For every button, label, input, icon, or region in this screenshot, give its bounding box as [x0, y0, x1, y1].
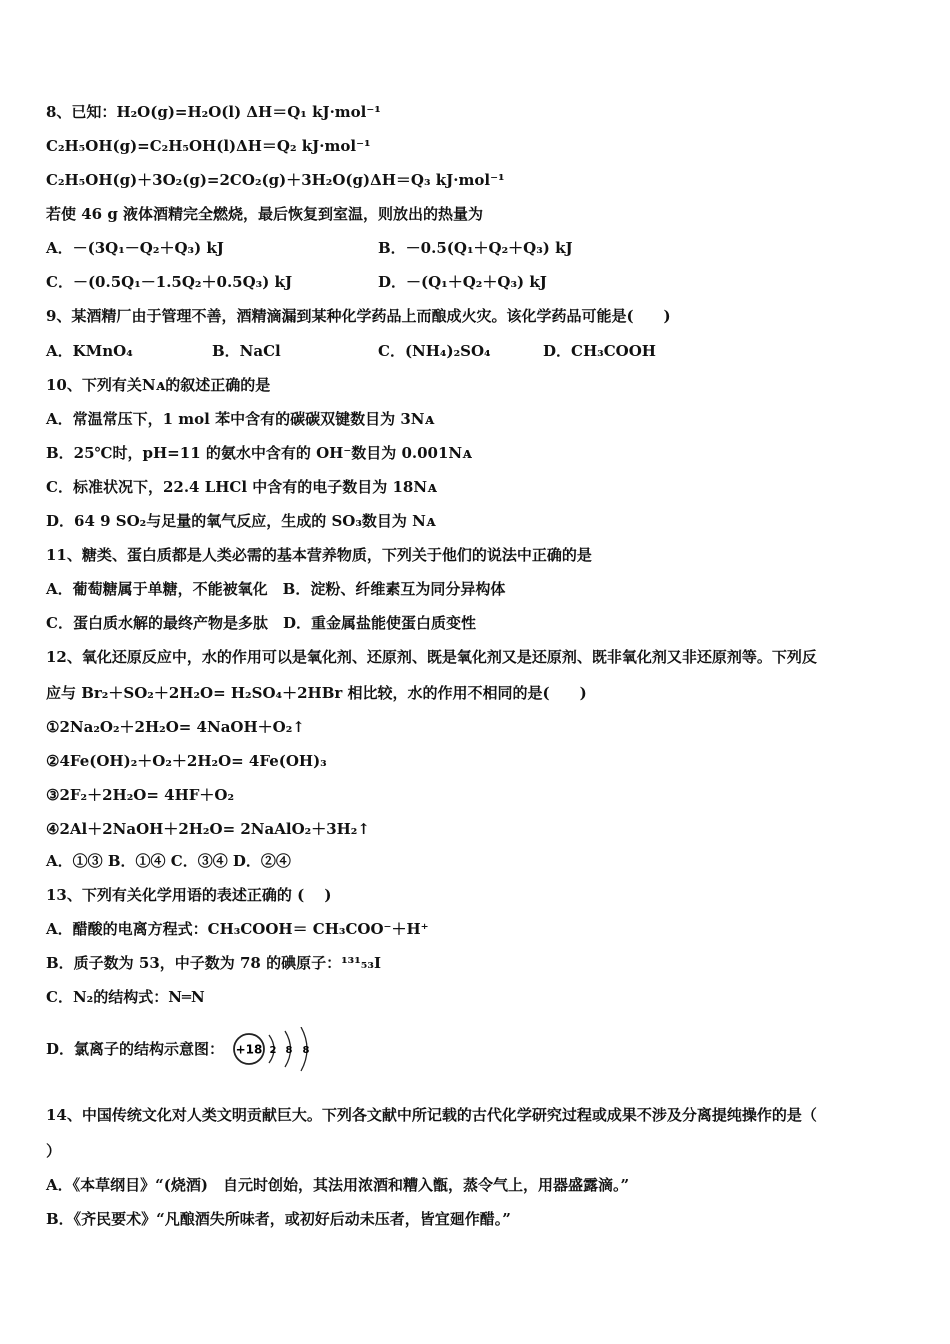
q8-equation-1: H₂O(g)=H₂O(l) ΔH＝Q₁ kJ·mol⁻¹ [116, 103, 381, 121]
q8-option-a: A．－(3Q₁－Q₂＋Q₃) kJ [46, 239, 224, 257]
q13-option-c: C．N₂的结构式：N═N [46, 988, 205, 1006]
q11-stem: 11、糖类、蛋白质都是人类必需的基本营养物质，下列关于他们的说法中正确的是 [46, 546, 592, 564]
q12-options: A．①③ B．①④ C．③④ D．②④ [46, 852, 291, 870]
q8-option-b: B．－0.5(Q₁＋Q₂＋Q₃) kJ [378, 239, 573, 257]
q14-stem-line-2: ） [46, 1142, 62, 1160]
q9-option-d: D．CH₃COOH [543, 342, 656, 360]
q10-option-c: C．标准状况下，22.4 LHCl 中含有的电子数目为 18Nᴀ [46, 478, 437, 496]
q13-option-d-row [46, 1024, 313, 1074]
q8-stem: 若使 46 g 液体酒精完全燃烧，最后恢复到室温，则放出的热量为 [46, 205, 484, 223]
q10-option-a: A．常温常压下，1 mol 苯中含有的碳碳双键数目为 3Nᴀ [46, 410, 435, 428]
shell-electrons-3: 8 [302, 1045, 310, 1056]
q14-option-a: A．《本草纲目》“(烧酒) 自元时创始，其法用浓酒和糟入甑，蒸令气上，用器盛露滴。” [46, 1176, 630, 1194]
q14-option-b: B．《齐民要术》“凡酿酒失所味者，或初好后动未压者，皆宜廻作醋。” [46, 1210, 511, 1228]
q12-reaction-2: ②4Fe(OH)₂＋O₂＋2H₂O= 4Fe(OH)₃ [46, 752, 327, 770]
q13-option-d: D．氯离子的结构示意图： [46, 1040, 225, 1058]
q8-equation-3: C₂H₅OH(g)＋3O₂(g)=2CO₂(g)＋3H₂O(g)ΔH＝Q₃ kJ·mol⁻¹ [46, 171, 505, 189]
nucleus-charge: +18 [235, 1042, 263, 1057]
q13-option-a: A．醋酸的电离方程式：CH₃COOH＝ CH₃COO⁻＋H⁺ [46, 920, 429, 938]
shell-electrons-2: 8 [285, 1045, 293, 1056]
q12-reaction-3: ③2F₂＋2H₂O= 4HF＋O₂ [46, 786, 235, 804]
q8-option-d: D．－(Q₁＋Q₂＋Q₃) kJ [378, 273, 547, 291]
q9-option-b: B．NaCl [212, 342, 281, 360]
q14-stem-line-1: 14、中国传统文化对人类文明贡献巨大。下列各文献中所记载的古代化学研究过程或成果不涉及分离提纯操作的是（ [46, 1106, 817, 1124]
q10-option-d: D．64 9 SO₂与足量的氧气反应，生成的 SO₃数目为 Nᴀ [46, 512, 436, 530]
q13-option-b: B．质子数为 53，中子数为 78 的碘原子：¹³¹₅₃I [46, 954, 381, 972]
q11-options-cd: C．蛋白质水解的最终产物是多肽 D．重金属盐能使蛋白质变性 [46, 614, 476, 632]
q9-stem: 9、某酒精厂由于管理不善，酒精滴漏到某种化学药品上而酿成火灾。该化学药品可能是( ) [46, 307, 671, 325]
chloride-ion-structure-diagram [231, 1027, 313, 1073]
q8-option-c: C．－(0.5Q₁－1.5Q₂＋0.5Q₃) kJ [46, 273, 293, 291]
shell-electrons-1: 2 [269, 1045, 277, 1056]
q10-option-b: B．25℃时，pH=11 的氨水中含有的 OH⁻数目为 0.001Nᴀ [46, 444, 472, 462]
q11-options-ab: A．葡萄糖属于单糖，不能被氧化 B．淀粉、纤维素互为同分异构体 [46, 580, 506, 598]
q12-reaction-1: ①2Na₂O₂＋2H₂O= 4NaOH＋O₂↑ [46, 718, 305, 736]
q12-stem-line-2: 应与 Br₂＋SO₂＋2H₂O= H₂SO₄＋2HBr 相比较，水的作用不相同的是( ) [46, 684, 587, 702]
q8-intro: 8、已知： [46, 103, 117, 121]
q8-line-1 [46, 102, 381, 122]
q13-stem: 13、下列有关化学用语的表述正确的 ( ) [46, 886, 332, 904]
q9-option-a: A．KMnO₄ [46, 342, 133, 360]
q12-reaction-4: ④2Al＋2NaOH＋2H₂O= 2NaAlO₂＋3H₂↑ [46, 820, 370, 838]
q12-stem-line-1: 12、氧化还原反应中，水的作用可以是氧化剂、还原剂、既是氧化剂又是还原剂、既非氧化剂又非还原剂等。下列反 [46, 648, 817, 666]
q10-stem: 10、下列有关Nᴀ的叙述正确的是 [46, 376, 271, 394]
q8-equation-2: C₂H₅OH(g)=C₂H₅OH(l)ΔH＝Q₂ kJ·mol⁻¹ [46, 137, 371, 155]
q9-option-c: C．(NH₄)₂SO₄ [378, 342, 491, 360]
